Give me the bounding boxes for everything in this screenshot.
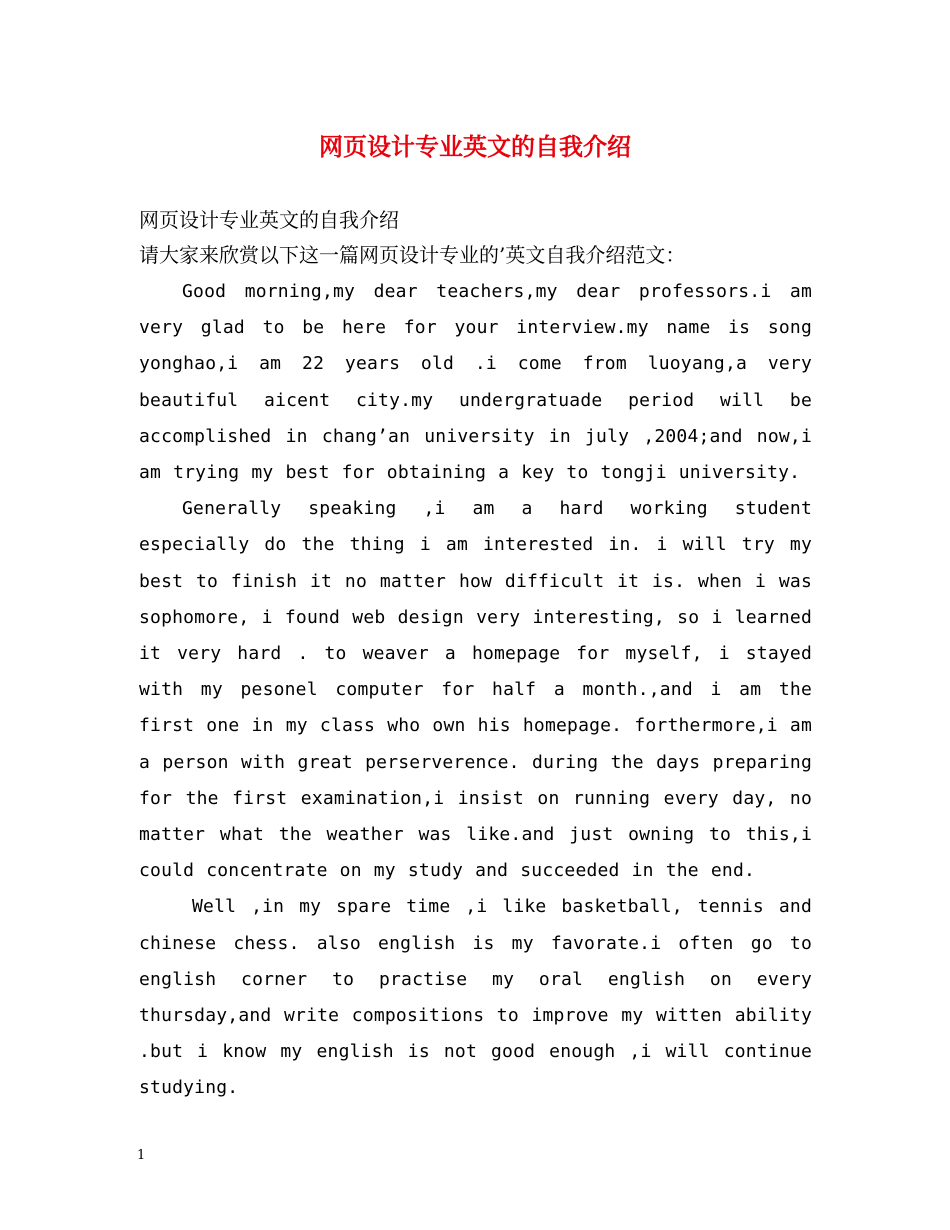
page-number: 1 xyxy=(137,1148,146,1163)
paragraph: Well ,in my spare time ,i like basketball, tennis and chinese chess. also english is my favorate.i often go to english corner to practise my oral english on every thursday,and write compositions to improve my witten ability .but i know my english is not good enough ,i will continue studying. xyxy=(139,896,812,1099)
document-title: 网页设计专业英文的自我介绍 xyxy=(319,132,631,161)
document-body xyxy=(139,274,812,1107)
paragraph: Good morning,my dear teachers,my dear professors.i am very glad to be here for your interview.my name is song yonghao,i am 22 years old .i come from luoyang,a very beautiful aicent city.my undergratuade period will be accomplished in chang’an university in july ,2004;and now,i am trying my best for obtaining a key to tongji university. xyxy=(139,281,812,484)
document-intro: 请大家来欣赏以下这一篇网页设计专业的’英文自我介绍范文： xyxy=(139,243,686,267)
paragraph: Generally speaking ,i am a hard working student especially do the thing i am interested in. i will try my best to finish it no matter how difficult it is. when i was sophomore, i found web design very interesting, so i learned it very hard . to weaver a homepage for myself, i stayed with my pesonel computer for half a month.,and i am the first one in my class who own his homepage. forthermore,i am a person with great perserverence. during the days preparing for the first examination,i insist on running every day, no matter what the weather was like.and just owning to this,i could concentrate on my study and succeeded in the end. xyxy=(139,498,812,882)
document-subtitle: 网页设计专业英文的自我介绍 xyxy=(139,208,399,232)
